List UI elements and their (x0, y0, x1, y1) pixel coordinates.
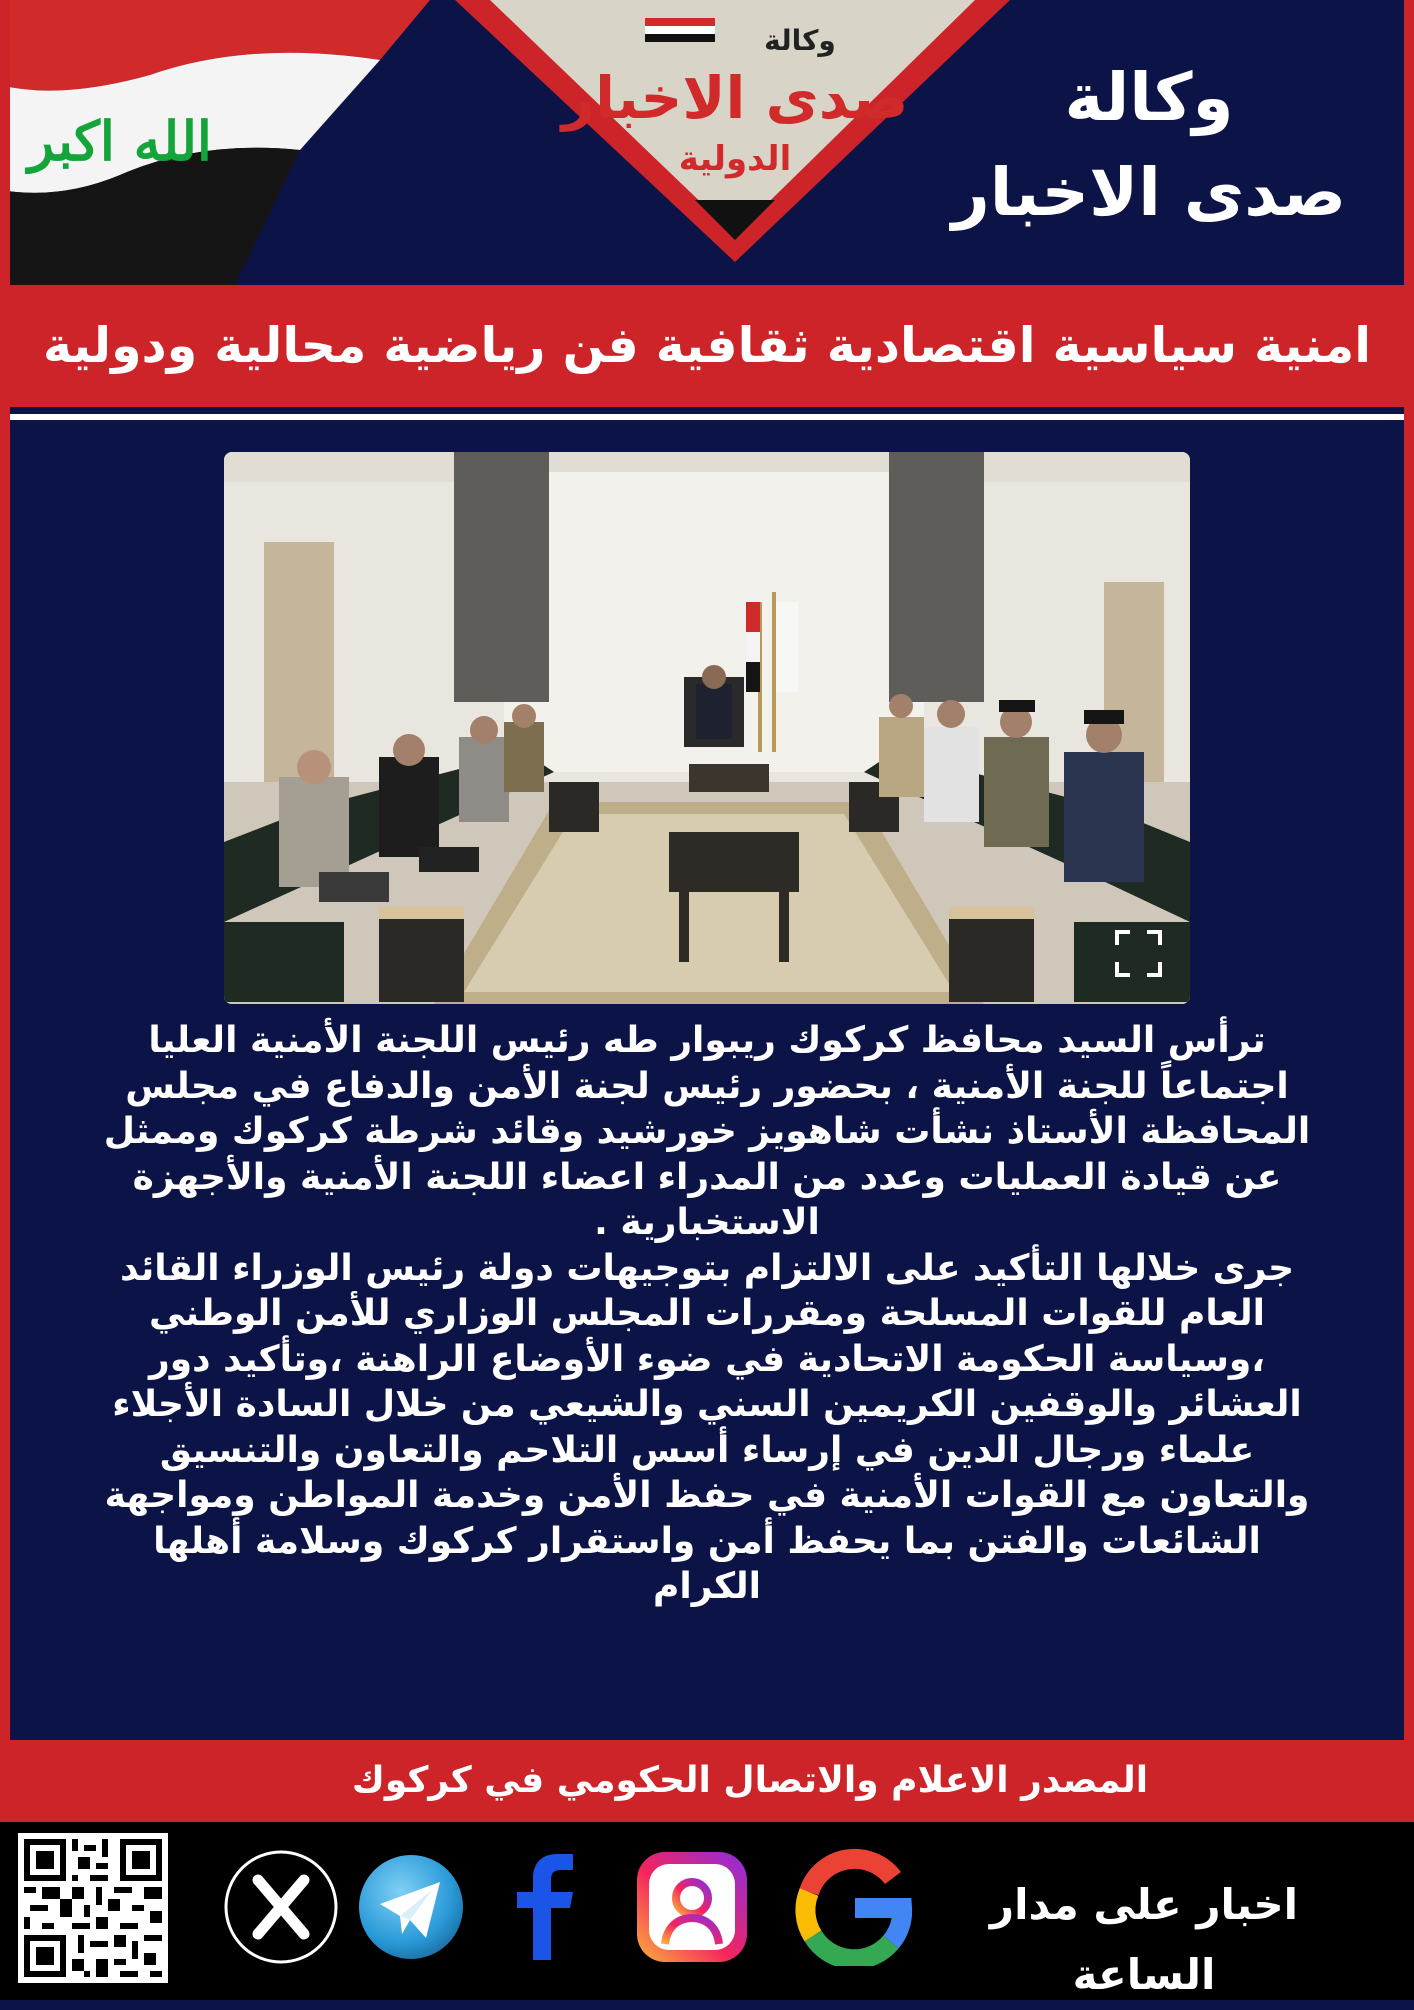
qr-code-icon[interactable] (18, 1833, 168, 1983)
flag-text: الله اكبر (28, 109, 212, 173)
left-border (0, 0, 10, 1745)
iraq-flag-icon (0, 0, 430, 285)
logo-main-label: صدى الاخبار (561, 64, 909, 132)
source-credit: المصدر الاعلام والاتصال الحكومي في كركوك (351, 1760, 1149, 1801)
article-body (100, 1018, 1314, 1610)
agency-logo (455, 0, 1010, 262)
instagram-icon[interactable] (633, 1848, 751, 1966)
logo-sub-label: الدولية (678, 139, 792, 179)
x-icon[interactable] (222, 1848, 340, 1966)
right-border (1404, 0, 1414, 1745)
agency-name (939, 50, 1359, 240)
agency-name-line2: صدى الاخبار (951, 154, 1347, 231)
article-paragraph-2: جرى خلالها التأكيد على الالتزام بتوجيهات دولة رئيس الوزراء القائد العام للقوات المسلحة ومقررات المجلس الوزاري للأمن الوطني ،وسياسة الحكومة الاتحادية في ضوء الأوضاع الراهنة ،وتأكيد دور العشائر والوقفين الكريمين السني والشيعي من خلال السادة الأجلاء علماء ورجال الدين في إرساء أسس التلاحم والتعاون والتنسيق والتعاون مع القوات الأمنية في حفظ الأمن وخدمة المواطن ومواجهة الشائعات والفتن بما يحفظ أمن واستقرار كركوك وسلامة أهلها الكرام (104, 1247, 1310, 1607)
facebook-icon[interactable] (485, 1848, 603, 1966)
footer-slogan: اخبار على مدار الساعة (989, 1880, 1299, 1999)
logo-top-label: وكالة (764, 24, 836, 57)
tagline: امنية سياسية اقتصادية ثقافية فن رياضية محالية ودولية (42, 317, 1372, 374)
agency-name-line1: وكالة (1064, 59, 1234, 136)
meeting-photo (224, 452, 1190, 1004)
telegram-icon[interactable] (352, 1848, 470, 1966)
divider (10, 414, 1404, 420)
article-paragraph-1: ترأس السيد محافظ كركوك ريبوار طه رئيس اللجنة الأمنية العليا اجتماعاً للجنة الأمنية ، بحضور رئيس لجنة الأمن والدفاع في مجلس المحافظة الأستاذ نشأت شاهويز خورشيد وقائد شرطة كركوك وممثل عن قيادة العمليات وعدد من المدراء اعضاء اللجنة الأمنية والأجهزة الاستخبارية . (103, 1020, 1311, 1243)
google-icon[interactable] (795, 1848, 913, 1966)
